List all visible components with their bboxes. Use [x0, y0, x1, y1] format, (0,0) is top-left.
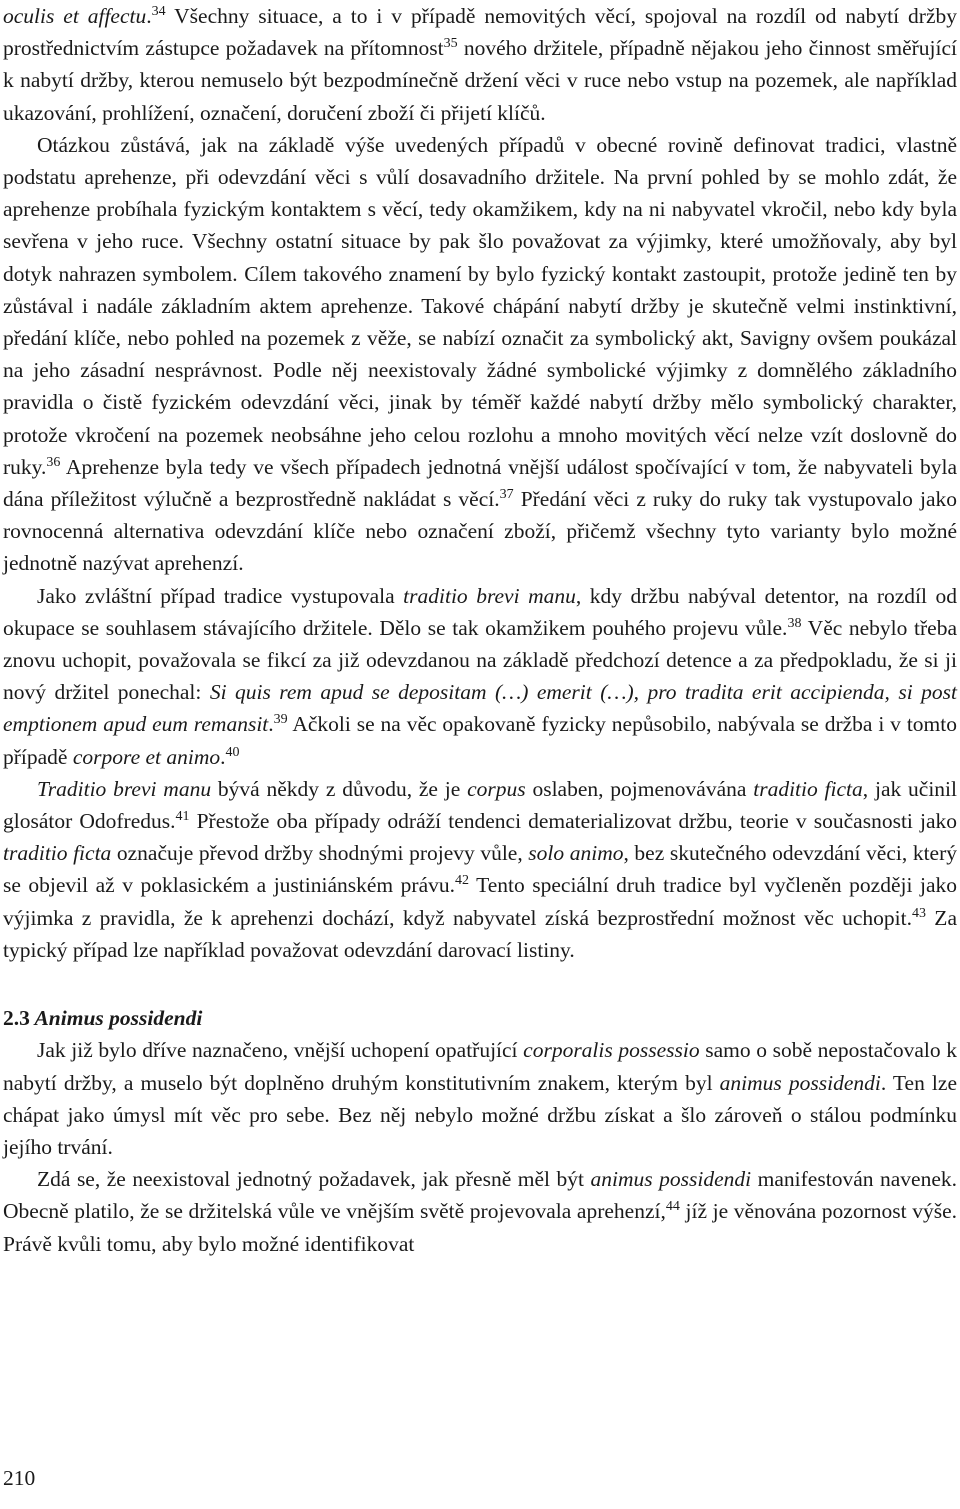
text-run: Věc nebylo třeba znovu uchopit, považovala se fikcí za již odevzdanou na základě předchozí detence a za předpokladu, že si ji nový držitel ponechal:: [3, 615, 957, 705]
paragraph-p5: [3, 1034, 957, 1163]
italic-term: oculis et affectu: [3, 4, 147, 28]
italic-term: corpus: [467, 776, 526, 801]
footnote-marker: 35: [443, 36, 458, 52]
italic-term: traditio ficta: [3, 841, 112, 866]
text-run: nového držitele, případně nějakou jeho činnost směřující k nabytí držby, kterou nemuselo být bezpodmínečně držení věci v ruce nebo vstup na pozemek, ale například ukazování, prohlížení, označení, doručení zboží či přijetí klíčů.: [3, 36, 957, 125]
footnote-marker: 37: [499, 487, 514, 503]
footnote-marker: 34: [151, 4, 166, 19]
italic-term: animus possidendi: [590, 1167, 752, 1192]
italic-term: traditio ficta: [753, 776, 863, 801]
text-run: .: [220, 744, 226, 769]
text-run: .: [146, 4, 152, 28]
footnote-marker: 41: [175, 809, 190, 825]
section-body: [3, 1034, 957, 1259]
page-body: [3, 0, 957, 1260]
text-run: .: [268, 712, 274, 737]
text-run: jíž je věnována pozornost výše. Právě kvůli tomu, aby bylo možné identifikovat: [3, 1199, 957, 1256]
italic-term: corpore et animo: [72, 744, 221, 769]
paragraph-p2: [3, 129, 957, 580]
text-run: Aprehenze byla tedy ve všech případech jednotná vnější událost spočívající v tom, že nabyvateli byla dána příležitost výlučně a bezprostředně nakládat s věcí.: [3, 454, 957, 512]
page-number: 210: [3, 1466, 36, 1490]
text-run: , bez skutečného odevzdání věci, který se objevil až v poklasickém a justiniánském právu.: [3, 841, 957, 898]
footnote-marker: 38: [787, 615, 802, 631]
text-run: . Ten lze chápat jako úmysl mít věc pro sebe. Bez něj nebylo možné držbu získat a šlo zároveň o stálou podmínku jejího trvání.: [3, 1070, 957, 1159]
footnote-marker: 36: [46, 454, 61, 470]
text-run: oslaben, pojmenovávána: [525, 776, 754, 801]
footnote-marker: 40: [225, 744, 240, 760]
footnote-marker: 43: [911, 905, 926, 921]
italic-term: traditio brevi manu: [403, 583, 576, 608]
text-run: Otázkou zůstává, jak na základě výše uvedených případů v obecné rovině definovat tradici, vlastně podstatu aprehenze, při odevzdání věci s vůlí dosavadního držitele. Na první pohled by se mohlo zdát, že aprehenze probíhala fyzickým kontaktem s věcí, tedy okamžikem, kdy na ni nabyvatel vkročil, nebo kdy byla sevřena v jeho ruce. Všechny ostatní situace by pak šlo považovat za výjimky, které umožňovaly, aby byl dotyk nahrazen symbolem. Cílem takového znamení by bylo fyzický kontakt zastoupit, protože jedině ten by zůstával i nadále základním aktem aprehenze. Takové chápání nabytí držby je skutečně velmi instinktivní, předání klíče, nebo pohled na pozemek z věže, se nabízí označit za symbolický akt, Savigny ovšem poukázal na jeho zásadní nesprávnost. Podle něj neexistovaly žádné symbolické výjimky z domnělého základního pravidla o čistě fyzickém odevzdání věci, jinak by téměř každé nabytí držby mělo symbolický charakter, protože vkročení na pozemek neobsáhne jeho celou rozlohu a mnoho movitých věcí nelze vzít doslovně do ruky.: [3, 132, 957, 479]
footnote-marker: 39: [273, 712, 288, 728]
text-run: Všechny situace, a to i v případě nemovitých věcí, spojoval na rozdíl od nabytí držby prostřednictvím zástupce požadavek na přítomnost: [3, 4, 957, 61]
italic-term: solo animo: [528, 841, 624, 866]
text-run: Přestože oba případy odráží tendenci dematerializovat držbu, teorie v současnosti jako: [189, 809, 957, 834]
text-block: [3, 0, 957, 966]
paragraph-p3: [3, 580, 957, 773]
text-run: Tento speciální druh tradice byl vyčleněn později jako výjimka z pravidla, že k aprehenzi dochází, když nabyvatel získá bezprostřední možnost věc uchopit.: [3, 873, 957, 930]
text-run: Jak již bylo dříve naznačeno, vnější uchopení opatřující: [37, 1038, 524, 1063]
text-run: manifestován navenek. Obecně platilo, že se držitelská vůle ve vnějším světě projevovala aprehenzí,: [3, 1167, 958, 1224]
text-run: Jako zvláštní případ tradice vystupovala: [37, 583, 404, 608]
footnote-marker: 42: [454, 873, 469, 889]
section-number: 2.3: [3, 1006, 30, 1031]
italic-term: corporalis possessio: [523, 1038, 700, 1063]
text-run: Ačkoli se na věc opakovaně fyzicky nepůsobilo, nabývala se držba i v tomto případě: [3, 712, 957, 769]
section-title: Animus possidendi: [34, 1006, 203, 1031]
text-run: samo o sobě nepostačovalo k nabytí držby, a muselo být doplněno druhým konstitutivním znakem, kterým byl: [3, 1038, 957, 1095]
text-run: Zdá se, že neexistoval jednotný požadavek, jak přesně měl být: [37, 1167, 591, 1192]
paragraph-p4: [3, 773, 957, 966]
text-run: Za typický případ lze například považovat odevzdání darovací listiny.: [3, 905, 957, 962]
text-run: Předání věci z ruky do ruky tak vystupovalo jako rovnocenná alternativa odevzdání klíče nebo označení zboží, přičemž všechny tyto varianty bylo možné jednotně nazývat aprehenzí.: [3, 487, 957, 576]
footnote-marker: 44: [665, 1199, 680, 1215]
italic-term: Traditio brevi manu: [37, 776, 212, 801]
text-run: , jak učinil glosátor Odofredus.: [3, 776, 958, 834]
italic-term: animus possidendi: [719, 1070, 881, 1095]
italic-term: Si quis rem apud se depositam (…) emerit (…), pro tradita erit accipienda, si post emptionem apud eum remansit: [3, 680, 957, 737]
text-run: označuje převod držby shodnými projevy vůle,: [111, 841, 529, 866]
paragraph-p1: [3, 0, 957, 129]
text-run: , kdy držbu nabýval detentor, na rozdíl od okupace se souhlasem stávajícího držitele. Dělo se tak okamžikem pouhého projevu vůle.: [3, 583, 958, 640]
text-run: bývá někdy z důvodu, že je: [211, 776, 468, 801]
section-heading: [3, 1002, 957, 1034]
paragraph-p6: [3, 1163, 957, 1260]
